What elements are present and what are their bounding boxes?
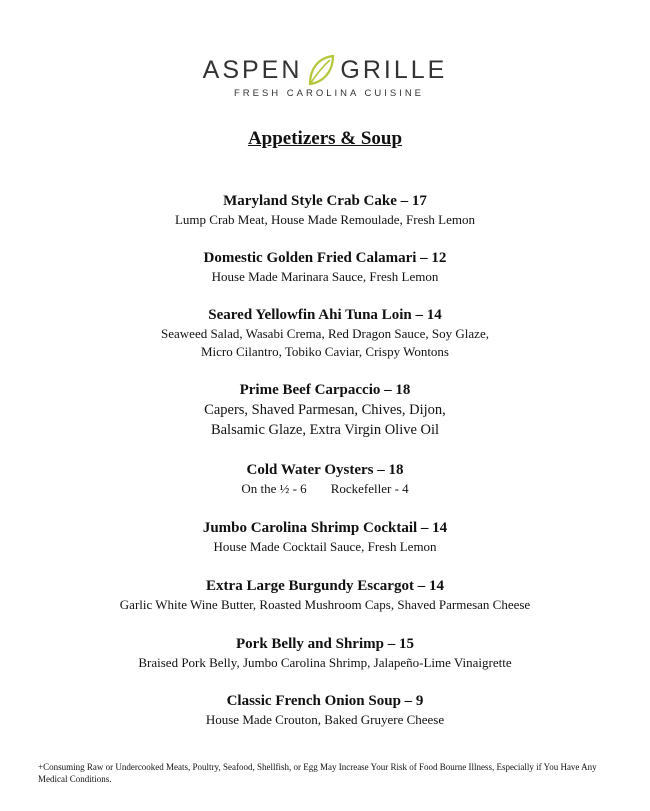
- item-name: Domestic Golden Fried Calamari – 12: [203, 250, 447, 266]
- logo-left-word: ASPEN: [202, 56, 303, 84]
- logo-tagline: FRESH CAROLINA CUISINE: [233, 88, 425, 99]
- item-name: Cold Water Oysters – 18: [246, 462, 404, 478]
- item-desc: Micro Cilantro, Tobiko Caviar, Crispy Wontons: [200, 344, 449, 359]
- item-desc: House Made Cocktail Sauce, Fresh Lemon: [213, 539, 437, 554]
- leaf-icon: [306, 53, 336, 87]
- item-name: Prime Beef Carpaccio – 18: [239, 382, 411, 398]
- menu-item: [0, 460, 650, 518]
- item-desc: Balsamic Glaze, Extra Virgin Olive Oil: [210, 422, 440, 438]
- allergy-footnote: +Consuming Raw or Undercooked Meats, Poultry, Seafood, Shellfish, or Egg May Increase Your Risk of Food Bourne Illness, Especially if You Have Any Medical Conditions.: [38, 762, 597, 784]
- logo-right-word: GRILLE: [340, 56, 448, 84]
- item-desc: Lump Crab Meat, House Made Remoulade, Fresh Lemon: [174, 212, 475, 227]
- logo-wordmark: [203, 52, 448, 88]
- item-name: Pork Belly and Shrimp – 15: [236, 636, 414, 652]
- logo: [0, 52, 650, 99]
- menu-item: [0, 691, 650, 731]
- menu-items: [0, 191, 650, 731]
- menu-item: [0, 576, 650, 634]
- menu-item: [0, 191, 650, 248]
- section-title: Appetizers & Soup: [247, 128, 403, 149]
- item-name: Maryland Style Crab Cake – 17: [223, 193, 427, 209]
- item-desc: Garlic White Wine Butter, Roasted Mushroom Caps, Shaved Parmesan Cheese: [119, 597, 531, 612]
- oysters-rockefeller: Rockefeller - 4: [330, 481, 409, 496]
- item-desc: House Made Marinara Sauce, Fresh Lemon: [211, 269, 439, 284]
- menu-item: [0, 634, 650, 691]
- item-name: Classic French Onion Soup – 9: [226, 693, 424, 709]
- item-desc: Braised Pork Belly, Jumbo Carolina Shrimp, Jalapeño-Lime Vinaigrette: [138, 655, 512, 670]
- menu-item: [0, 518, 650, 576]
- item-name: Extra Large Burgundy Escargot – 14: [206, 578, 444, 594]
- oysters-half-shell: On the ½ - 6: [241, 481, 307, 496]
- menu-item: [0, 248, 650, 305]
- item-desc: Capers, Shaved Parmesan, Chives, Dijon,: [204, 402, 446, 418]
- menu-item: [0, 380, 650, 460]
- item-desc: House Made Crouton, Baked Gruyere Cheese: [205, 712, 445, 727]
- menu-item: [0, 305, 650, 380]
- item-desc: [0, 480, 650, 498]
- item-desc: Seaweed Salad, Wasabi Crema, Red Dragon Sauce, Soy Glaze,: [161, 326, 489, 341]
- item-name: Jumbo Carolina Shrimp Cocktail – 14: [202, 520, 448, 536]
- item-name: Seared Yellowfin Ahi Tuna Loin – 14: [208, 307, 442, 323]
